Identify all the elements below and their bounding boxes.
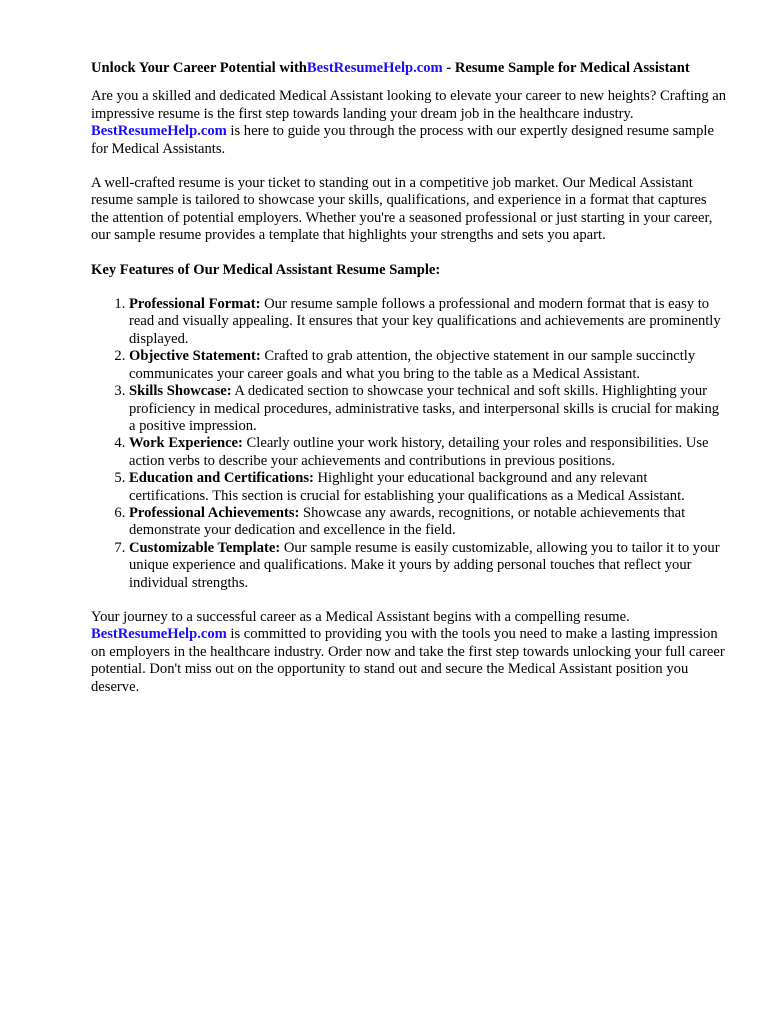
feature-text: Highlight your educational background and any relevant certifications. This section is crucial for establishing your qualifications as a Medical Assistant. <box>129 470 685 504</box>
list-item <box>129 383 727 435</box>
feature-name: Professional Achievements: <box>129 504 300 521</box>
list-item <box>129 505 727 540</box>
features-list <box>91 296 727 592</box>
feature-name: Work Experience: <box>129 435 243 452</box>
title-site-link[interactable]: BestResumeHelp.com <box>306 60 443 76</box>
feature-text: Crafted to grab attention, the objective statement in our sample succinctly communicates your career goals and what you bring to the table as a Medical Assistant. <box>129 348 696 382</box>
feature-name: Professional Format: <box>129 296 261 313</box>
feature-text: Clearly outline your work history, detailing your roles and responsibilities. Use action verbs to describe your achievements and contributions in previous positions. <box>129 435 709 469</box>
feature-text: Our sample resume is easily customizable, allowing you to tailor it to your unique experience and qualifications. Make it yours by adding personal touches that reflect your individual strengths. <box>129 539 720 591</box>
features-heading: Key Features of Our Medical Assistant Resume Sample: <box>91 261 441 278</box>
closing-text-before: Your journey to a successful career as a Medical Assistant begins with a compelling resume. <box>91 608 630 625</box>
body-paragraph: A well-crafted resume is your ticket to standing out in a competitive job market. Our Medical Assistant resume sample is tailored to showcase your skills, qualifications, and experience in a format that captures the attention of potential employers. Whether you're a seasoned professional or just starting in your career, our sample resume provides a template that highlights your strengths and sets you apart. <box>91 175 713 244</box>
list-item <box>129 296 727 348</box>
page-title <box>91 60 727 77</box>
intro-site-link[interactable]: BestResumeHelp.com <box>91 123 227 140</box>
document-page <box>91 60 727 713</box>
list-item <box>129 540 727 592</box>
intro-paragraph <box>91 88 727 158</box>
closing-text-after: is committed to providing you with the tools you need to make a lasting impression on employers in the healthcare industry. Order now and take the first step towards unlocking your full career potential. Don't miss out on the opportunity to stand out and secure the Medical Assistant position you deserve. <box>91 626 725 695</box>
title-suffix: - Resume Sample for Medical Assistant <box>442 60 690 76</box>
intro-text-after: is here to guide you through the process with our expertly designed resume sample for Medical Assistants. <box>91 123 714 157</box>
list-item <box>129 435 727 470</box>
title-prefix: Unlock Your Career Potential with <box>91 60 307 76</box>
feature-name: Skills Showcase: <box>129 383 232 400</box>
feature-text: Our resume sample follows a professional and modern format that is easy to read and visually appealing. It ensures that your key qualifications and achievements are prominently displayed. <box>129 296 721 347</box>
list-item <box>129 348 727 383</box>
closing-site-link[interactable]: BestResumeHelp.com <box>91 626 227 643</box>
feature-text: A dedicated section to showcase your technical and soft skills. Highlighting your proficiency in medical procedures, administrative tasks, and interpersonal skills is crucial for making a positive impression. <box>129 383 720 434</box>
intro-text-before: Are you a skilled and dedicated Medical Assistant looking to elevate your career to new heights? Crafting an impressive resume is the first step towards landing your dream job in the healthcare industry. <box>91 88 727 122</box>
feature-name: Education and Certifications: <box>129 470 314 487</box>
closing-paragraph <box>91 609 727 696</box>
feature-name: Customizable Template: <box>129 539 281 556</box>
list-item <box>129 470 727 505</box>
feature-name: Objective Statement: <box>129 348 261 365</box>
feature-text: Showcase any awards, recognitions, or notable achievements that demonstrate your dedication and excellence in the field. <box>129 504 686 539</box>
